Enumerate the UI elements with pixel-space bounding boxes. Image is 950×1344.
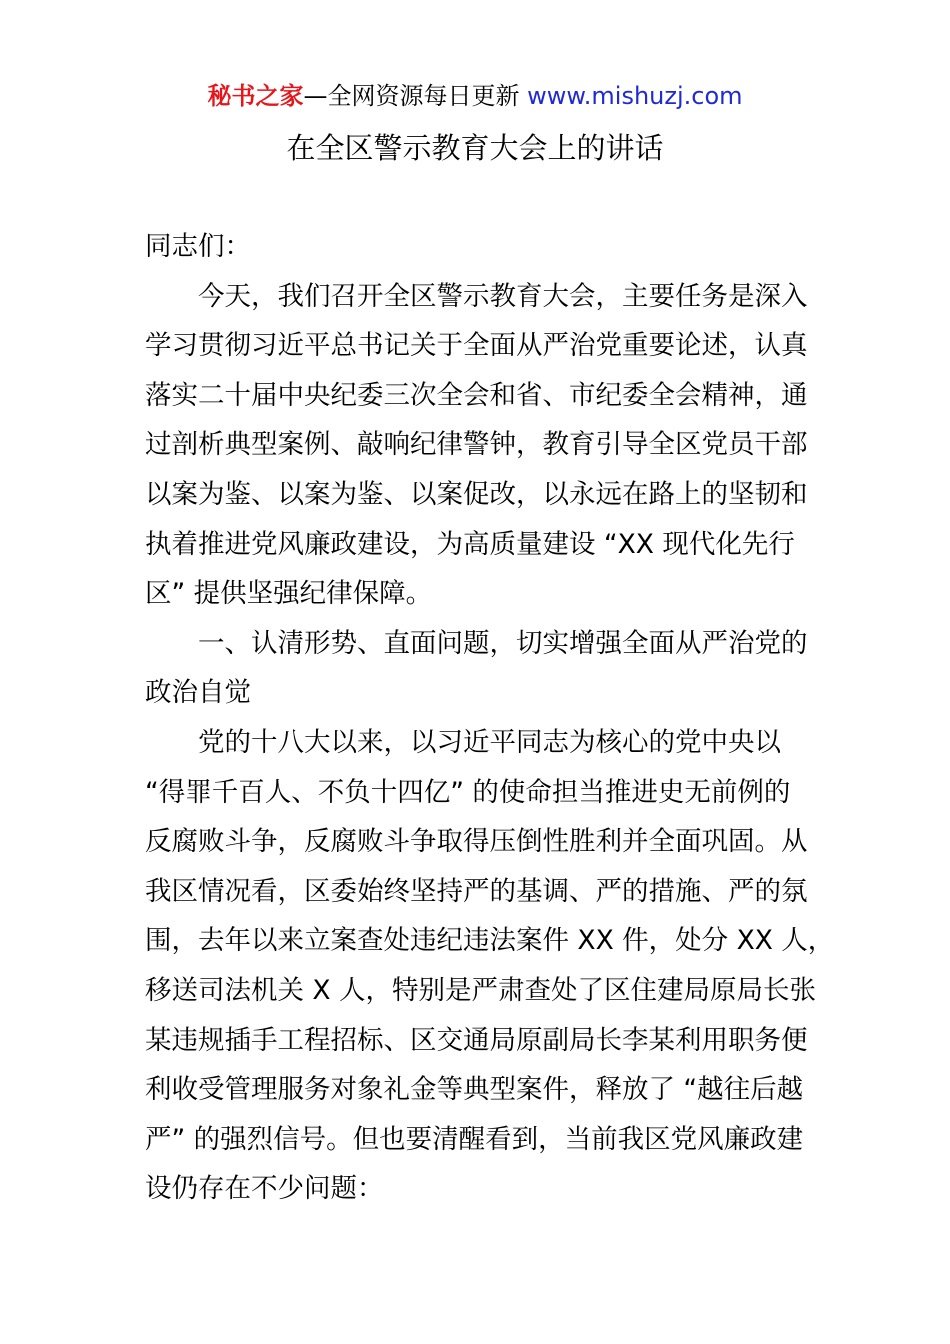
text-line: 学习贯彻习近平总书记关于全面从严治党重要论述，认真 [145, 330, 808, 362]
text-line: 落实二十届中央纪委三次全会和省、市纪委全会精神，通 [145, 379, 808, 411]
text-line: 党的十八大以来，以习近平同志为核心的党中央以 [198, 726, 781, 758]
site-tagline: —全网资源每日更新 [303, 82, 528, 110]
section-heading-1 [145, 619, 810, 718]
text-line: 一、认清形势、直面问题，切实增强全面从严治党的 [198, 627, 808, 659]
text-line: 反腐败斗争，反腐败斗争取得压倒性胜利并全面巩固。从 [145, 826, 808, 858]
text-line: 以案为鉴、以案为鉴、以案促改，以永远在路上的坚韧和 [145, 478, 808, 510]
text-line: 执着推进党风廉政建设，为高质量建设 “XX 现代化先行 [145, 528, 795, 560]
text-line: 某违规插手工程招标、区交通局原副局长李某利用职务便 [145, 1024, 808, 1056]
paragraph-intro [145, 272, 810, 619]
text-line: 利收受管理服务对象礼金等典型案件，释放了 “越往后越 [145, 1074, 804, 1106]
document-title: 在全区警示教育大会上的讲话 [286, 131, 664, 165]
text-line: 区” 提供坚强纪律保障。 [145, 578, 433, 610]
site-header [0, 79, 950, 113]
document-body [145, 222, 835, 1214]
text-line: 今天，我们召开全区警示教育大会，主要任务是深入 [198, 280, 808, 312]
text-line: 同志们： [145, 231, 251, 262]
text-line: 我区情况看，区委始终坚持严的基调、严的措施、严的氛 [145, 875, 808, 907]
paragraph-situation [145, 718, 835, 1214]
text-line: 围，去年以来立案查处违纪违法案件 XX 件，处分 XX 人， [145, 925, 835, 957]
text-line: 设仍存在不少问题： [145, 1173, 384, 1205]
text-line: 严” 的强烈信号。但也要清醒看到，当前我区党风廉政建 [145, 1123, 804, 1155]
site-url[interactable]: www.mishuzj.com [527, 82, 743, 110]
text-line: “得罪千百人、不负十四亿” 的使命担当推进史无前例的 [145, 776, 791, 808]
text-line: 政治自觉 [145, 677, 251, 709]
salutation [145, 222, 810, 272]
site-brand: 秘书之家 [207, 82, 304, 110]
text-line: 移送司法机关 X 人，特别是严肃查处了区住建局原局长张 [145, 974, 817, 1006]
text-line: 过剖析典型案例、敲响纪律警钟，教育引导全区党员干部 [145, 429, 808, 461]
